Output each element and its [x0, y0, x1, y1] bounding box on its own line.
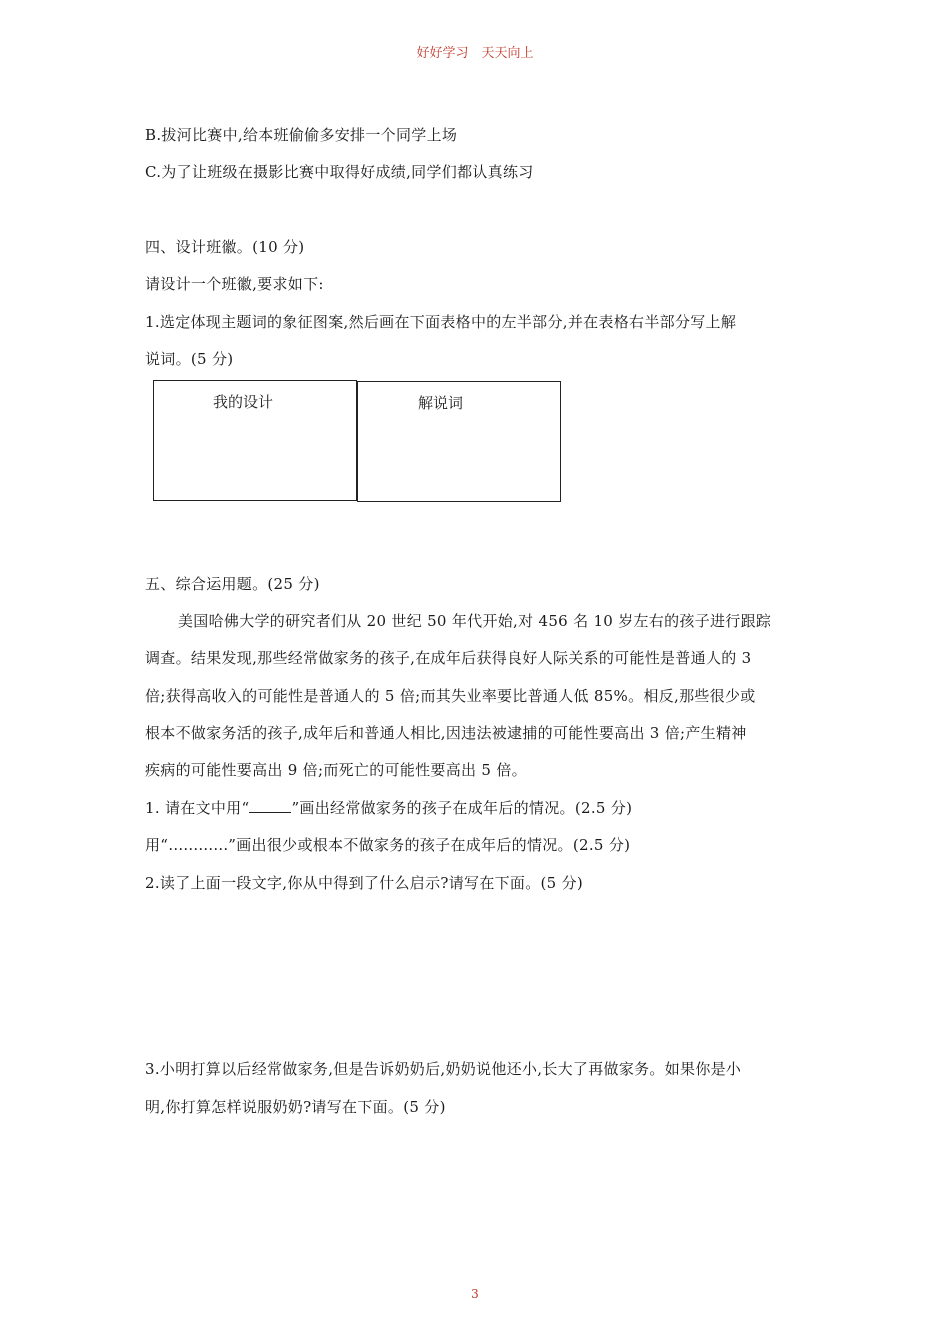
section4-title: 四、设计班徽。(10 分) [145, 238, 305, 256]
section4-intro: 请设计一个班徽,要求如下: [145, 275, 324, 293]
page-header: 好好学习 天天向上 [416, 46, 534, 61]
question-1a [145, 797, 632, 818]
question-1b-prefix: 用“ [145, 836, 169, 854]
page-number: 3 [471, 1287, 479, 1301]
question-1b-suffix: ”画出很少或根本不做家务的孩子在成年后的情况。(2.5 分) [228, 836, 631, 854]
explanation-cell [357, 381, 561, 502]
underline-sample [249, 799, 291, 813]
passage-line-3: 倍;获得高收入的可能性是普通人的 5 倍;而其失业率要比普通人低 85%。相反,那些很少或 [145, 687, 756, 705]
question-2: 2.读了上面一段文字,你从中得到了什么启示?请写在下面。(5 分) [145, 874, 584, 892]
passage-line-1: 美国哈佛大学的研究者们从 20 世纪 50 年代开始,对 456 名 10 岁左右的孩子进行跟踪 [178, 612, 772, 630]
option-c: C.为了让班级在摄影比赛中取得好成绩,同学们都认真练习 [145, 163, 534, 181]
explanation-label: 解说词 [418, 394, 464, 412]
question-1a-prefix: 1. 请在文中用“ [145, 799, 250, 817]
passage-line-2: 调查。结果发现,那些经常做家务的孩子,在成年后获得良好人际关系的可能性是普通人的 3 [145, 649, 752, 667]
dotted-line-sample: ………… [168, 836, 229, 854]
question-3-line2: 明,你打算怎样说服奶奶?请写在下面。(5 分) [145, 1098, 446, 1116]
section4-item1-line1: 1.选定体现主题词的象征图案,然后画在下面表格中的左半部分,并在表格右半部分写上解 [145, 313, 737, 331]
passage-line-5: 疾病的可能性要高出 9 倍;而死亡的可能性要高出 5 倍。 [145, 761, 527, 779]
question-1b [145, 834, 630, 855]
passage-line-4: 根本不做家务活的孩子,成年后和普通人相比,因违法被逮捕的可能性要高出 3 倍;产生精神 [145, 724, 747, 742]
section5-title: 五、综合运用题。(25 分) [145, 575, 320, 593]
section4-item1-line2: 说词。(5 分) [145, 350, 234, 368]
option-b: B.拔河比赛中,给本班偷偷多安排一个同学上场 [145, 126, 458, 144]
question-3-line1: 3.小明打算以后经常做家务,但是告诉奶奶后,奶奶说他还小,长大了再做家务。如果你是小 [145, 1060, 742, 1078]
my-design-cell [153, 380, 357, 501]
my-design-label: 我的设计 [213, 393, 274, 411]
question-1a-suffix: ”画出经常做家务的孩子在成年后的情况。(2.5 分) [291, 799, 633, 817]
